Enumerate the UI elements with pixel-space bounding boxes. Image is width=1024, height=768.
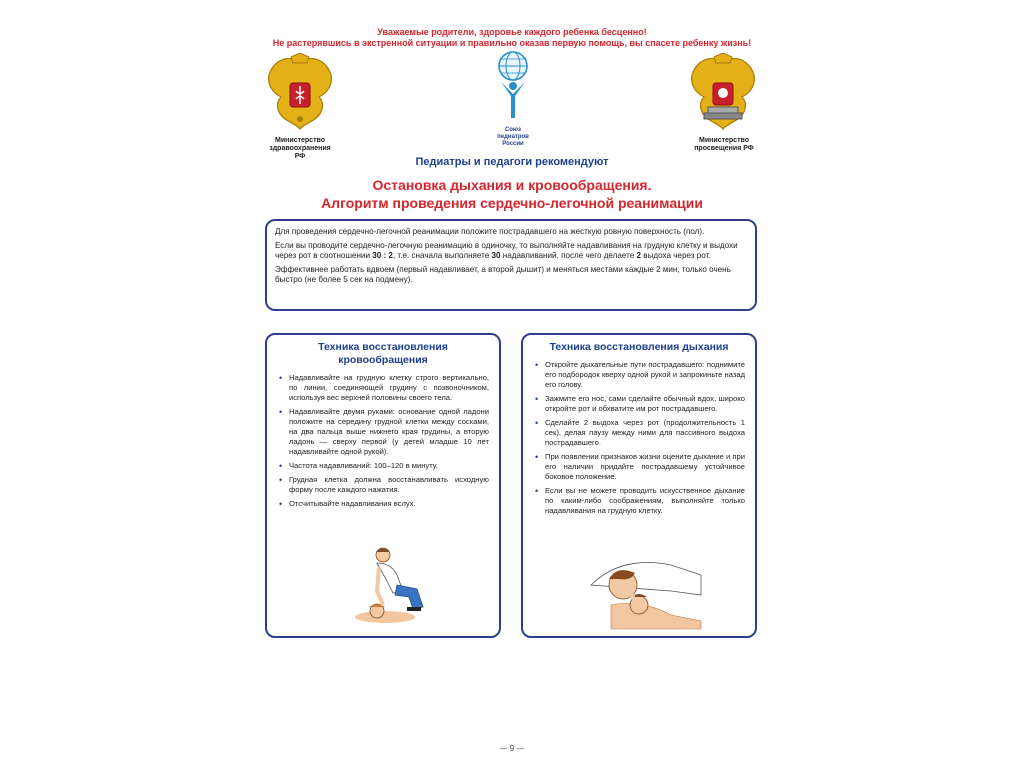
intro-paragraph-1: Для проведения сердечно-легочной реанимации положите пострадавшего на жесткую ровную поверхность (пол). <box>275 227 705 236</box>
bullet-icon: • <box>279 499 283 509</box>
intro-number: 2 <box>636 251 642 260</box>
list-item-text: Зажмите его нос, сами сделайте обычный вдох, широко откройте рот и обхватите им рот пострадавшего. <box>545 394 745 413</box>
bullet-icon: • <box>535 418 539 428</box>
list-item <box>533 452 745 482</box>
bullet-icon: • <box>535 360 539 370</box>
org-label-line: просвещения РФ <box>694 145 754 152</box>
list-item-text: Если вы не можете проводить искусственное дыхание по каким-либо соображениям, выполняйте только надавливания на грудную клетку. <box>545 486 745 515</box>
intro-text: Если вы проводите сердечно-легочную реанимацию в одиночку, то выполняйте надавливания на грудную клетку и выдохи через рот в соотношении <box>275 240 738 260</box>
list-item-text: Грудная клетка должна восстанавливать исходную форму после каждого нажатия. <box>289 475 489 494</box>
list-item <box>533 360 745 390</box>
intro-ratio: 30 : 2 <box>372 251 393 260</box>
coat-of-arms-icon <box>263 53 337 131</box>
org-label-pediatricians-union <box>493 127 533 148</box>
bullet-icon: • <box>279 475 283 485</box>
breathing-panel-title: Техника восстановления дыхания <box>549 341 729 353</box>
breathing-panel <box>521 333 757 638</box>
list-item <box>277 407 489 457</box>
coat-of-arms-icon <box>686 53 760 131</box>
rescue-breathing-illustration <box>581 545 711 630</box>
panel-title-line: Техника восстановления <box>318 341 448 353</box>
list-item-text: Отсчитывайте надавливания вслух. <box>289 499 416 508</box>
circulation-list <box>277 373 489 509</box>
main-title-line-2: Алгоритм проведения сердечно-легочной реанимации <box>321 195 703 211</box>
org-label-ministry-education <box>690 137 758 153</box>
bullet-icon: • <box>279 407 283 417</box>
bullet-icon: • <box>279 373 283 383</box>
intro-number: 30 <box>491 251 501 260</box>
list-item-text: При появлении признаков жизни оцените дыхание и при его наличии придайте пострадавшему устойчивое боковое положение. <box>545 452 745 481</box>
bullet-icon: • <box>535 394 539 404</box>
org-label-line: здравоохранения РФ <box>269 145 331 160</box>
panel-title-line: кровообращения <box>338 354 428 366</box>
list-item <box>533 418 745 448</box>
list-item-text: Сделайте 2 выдоха через рот (продолжительность 1 сек), делая паузу между ними для пассивного выдоха пострадавшего. <box>545 418 745 447</box>
chest-compression-illustration <box>347 545 431 625</box>
breathing-list <box>533 360 745 516</box>
org-label-line: Министерство <box>699 137 749 144</box>
list-item <box>277 373 489 403</box>
org-label-line: педиатров <box>497 134 529 140</box>
org-label-line: России <box>502 141 524 147</box>
list-item-text: Надавливайте двумя руками: основание одной ладони положите на середину грудной клетки между сосками, на два пальца выше нижнего края грудины, а вторую ладонь — сверху первой (у детей младше 10 лет надавливайте одной рукой). <box>289 407 489 456</box>
list-item <box>277 475 489 495</box>
intro-text: выдоха через рот. <box>641 251 711 260</box>
list-item <box>533 394 745 414</box>
bullet-icon: • <box>535 486 539 496</box>
intro-text: , т.е. сначала выполняете <box>392 251 492 260</box>
intro-paragraph-2 <box>275 241 747 262</box>
page-number: — 9 — <box>499 744 525 753</box>
bullet-icon: • <box>279 461 283 471</box>
list-item-text: Частота надавливаний: 100–120 в минуту. <box>289 461 438 470</box>
intro-paragraph-3: Эффективнее работать вдвоем (первый надавливает, а второй дышит) и меняться местами каждые 2 мин, только очень быстро (не более 5 сек на подмену). <box>275 264 731 284</box>
bullet-icon: • <box>535 452 539 462</box>
list-item <box>277 499 489 509</box>
org-label-line: Министерство <box>275 137 325 144</box>
org-label-line: Союз <box>504 127 522 133</box>
intro-box <box>265 219 757 311</box>
circulation-panel-title <box>277 341 489 367</box>
globe-figure-logo-icon <box>491 50 535 124</box>
list-item-text: Надавливайте на грудную клетку строго вертикально, по линии, соединяющей грудину с позвоночником, используя вес верхней половины своего тела. <box>289 373 489 402</box>
list-item-text: Откройте дыхательные пути пострадавшего: поднимите его подбородок кверху одной рукой и запрокиньте назад его голову. <box>545 360 745 389</box>
recommend-heading: Педиатры и педагоги рекомендуют <box>415 156 609 168</box>
circulation-panel <box>265 333 501 638</box>
header-line-1: Уважаемые родители, здоровье каждого ребенка бесценно! <box>377 27 647 37</box>
header-line-2: Не растерявшись в экстренной ситуации и правильно оказав первую помощь, вы спасете ребенку жизнь! <box>272 38 752 48</box>
main-title-line-1: Остановка дыхания и кровообращения. <box>372 177 652 193</box>
list-item <box>533 486 745 516</box>
intro-text: надавливаний, после чего делаете <box>500 251 637 260</box>
list-item <box>277 461 489 471</box>
